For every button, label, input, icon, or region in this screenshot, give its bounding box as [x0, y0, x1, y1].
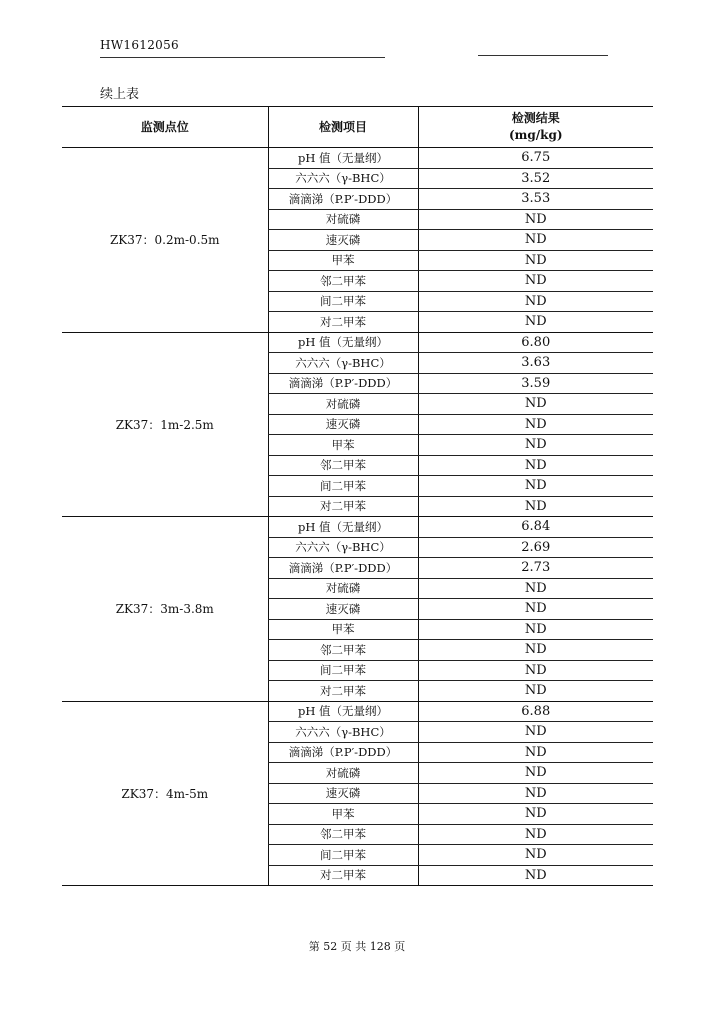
test-result: ND: [418, 496, 653, 517]
test-result: ND: [418, 742, 653, 763]
test-result: 2.69: [418, 537, 653, 558]
test-item: 六六六（γ-BHC）: [268, 168, 418, 189]
test-item: 滴滴涕（P.P′-DDD）: [268, 742, 418, 763]
test-item: 甲苯: [268, 435, 418, 456]
header-result-label: 检测结果: [511, 111, 560, 125]
test-result: 3.59: [418, 373, 653, 394]
test-result: ND: [418, 209, 653, 230]
test-result: ND: [418, 660, 653, 681]
test-item: 滴滴涕（P.P′-DDD）: [268, 558, 418, 579]
test-result: ND: [418, 640, 653, 661]
test-result: ND: [418, 230, 653, 251]
test-item: pH 值（无量纲）: [268, 148, 418, 169]
test-result: 6.88: [418, 701, 653, 722]
table-row: [62, 148, 653, 169]
test-result: 3.52: [418, 168, 653, 189]
test-result: ND: [418, 599, 653, 620]
test-result: ND: [418, 722, 653, 743]
header-rule: [100, 57, 385, 58]
test-item: 甲苯: [268, 250, 418, 271]
test-item: 邻二甲苯: [268, 271, 418, 292]
test-item: 邻二甲苯: [268, 455, 418, 476]
test-item: 对二甲苯: [268, 496, 418, 517]
test-item: 速灭磷: [268, 414, 418, 435]
test-item: 速灭磷: [268, 783, 418, 804]
test-result: ND: [418, 394, 653, 415]
page-number: 第 52 页 共 128 页: [308, 940, 406, 953]
monitoring-point: ZK37：0.2m-0.5m: [62, 148, 268, 333]
test-item: pH 值（无量纲）: [268, 701, 418, 722]
test-item: 六六六（γ-BHC）: [268, 353, 418, 374]
test-result: ND: [418, 824, 653, 845]
test-item: 速灭磷: [268, 230, 418, 251]
header-rule-right: [478, 55, 608, 56]
header-point: 监测点位: [62, 107, 268, 148]
test-item: 滴滴涕（P.P′-DDD）: [268, 373, 418, 394]
test-item: pH 值（无量纲）: [268, 517, 418, 538]
test-result: 3.53: [418, 189, 653, 210]
test-result: ND: [418, 681, 653, 702]
test-result: ND: [418, 250, 653, 271]
table-body: [62, 148, 653, 886]
report-id: HW1612056: [100, 38, 179, 52]
test-item: 对二甲苯: [268, 865, 418, 886]
test-item: 对硫磷: [268, 394, 418, 415]
test-result: ND: [418, 865, 653, 886]
monitoring-point: ZK37：1m-2.5m: [62, 332, 268, 517]
test-result: ND: [418, 291, 653, 312]
header-item: 检测项目: [268, 107, 418, 148]
results-table: [62, 106, 653, 886]
monitoring-point: ZK37：4m-5m: [62, 701, 268, 886]
test-item: 对硫磷: [268, 763, 418, 784]
test-item: 甲苯: [268, 619, 418, 640]
test-result: 6.84: [418, 517, 653, 538]
test-result: 2.73: [418, 558, 653, 579]
test-result: ND: [418, 804, 653, 825]
test-item: 甲苯: [268, 804, 418, 825]
test-item: 间二甲苯: [268, 476, 418, 497]
test-result: ND: [418, 619, 653, 640]
test-item: 六六六（γ-BHC）: [268, 722, 418, 743]
test-item: 对硫磷: [268, 209, 418, 230]
test-result: 6.75: [418, 148, 653, 169]
header-result-unit: (mg/kg): [508, 128, 563, 142]
test-result: ND: [418, 312, 653, 333]
test-result: ND: [418, 763, 653, 784]
test-result: 3.63: [418, 353, 653, 374]
table-row: [62, 332, 653, 353]
test-item: 速灭磷: [268, 599, 418, 620]
table-row: [62, 701, 653, 722]
test-result: ND: [418, 455, 653, 476]
test-result: ND: [418, 845, 653, 866]
test-result: ND: [418, 271, 653, 292]
test-result: ND: [418, 414, 653, 435]
test-item: 间二甲苯: [268, 660, 418, 681]
test-item: 对硫磷: [268, 578, 418, 599]
test-result: ND: [418, 435, 653, 456]
table-row: [62, 517, 653, 538]
test-item: 对二甲苯: [268, 681, 418, 702]
test-item: 邻二甲苯: [268, 640, 418, 661]
test-item: pH 值（无量纲）: [268, 332, 418, 353]
test-result: ND: [418, 783, 653, 804]
continued-label: 续上表: [100, 87, 140, 102]
table-header-row: [62, 107, 653, 148]
test-item: 间二甲苯: [268, 845, 418, 866]
test-result: ND: [418, 578, 653, 599]
test-item: 滴滴涕（P.P′-DDD）: [268, 189, 418, 210]
test-item: 间二甲苯: [268, 291, 418, 312]
monitoring-point: ZK37：3m-3.8m: [62, 517, 268, 702]
test-item: 邻二甲苯: [268, 824, 418, 845]
test-result: ND: [418, 476, 653, 497]
test-item: 六六六（γ-BHC）: [268, 537, 418, 558]
test-item: 对二甲苯: [268, 312, 418, 333]
test-result: 6.80: [418, 332, 653, 353]
header-result: [418, 107, 653, 148]
